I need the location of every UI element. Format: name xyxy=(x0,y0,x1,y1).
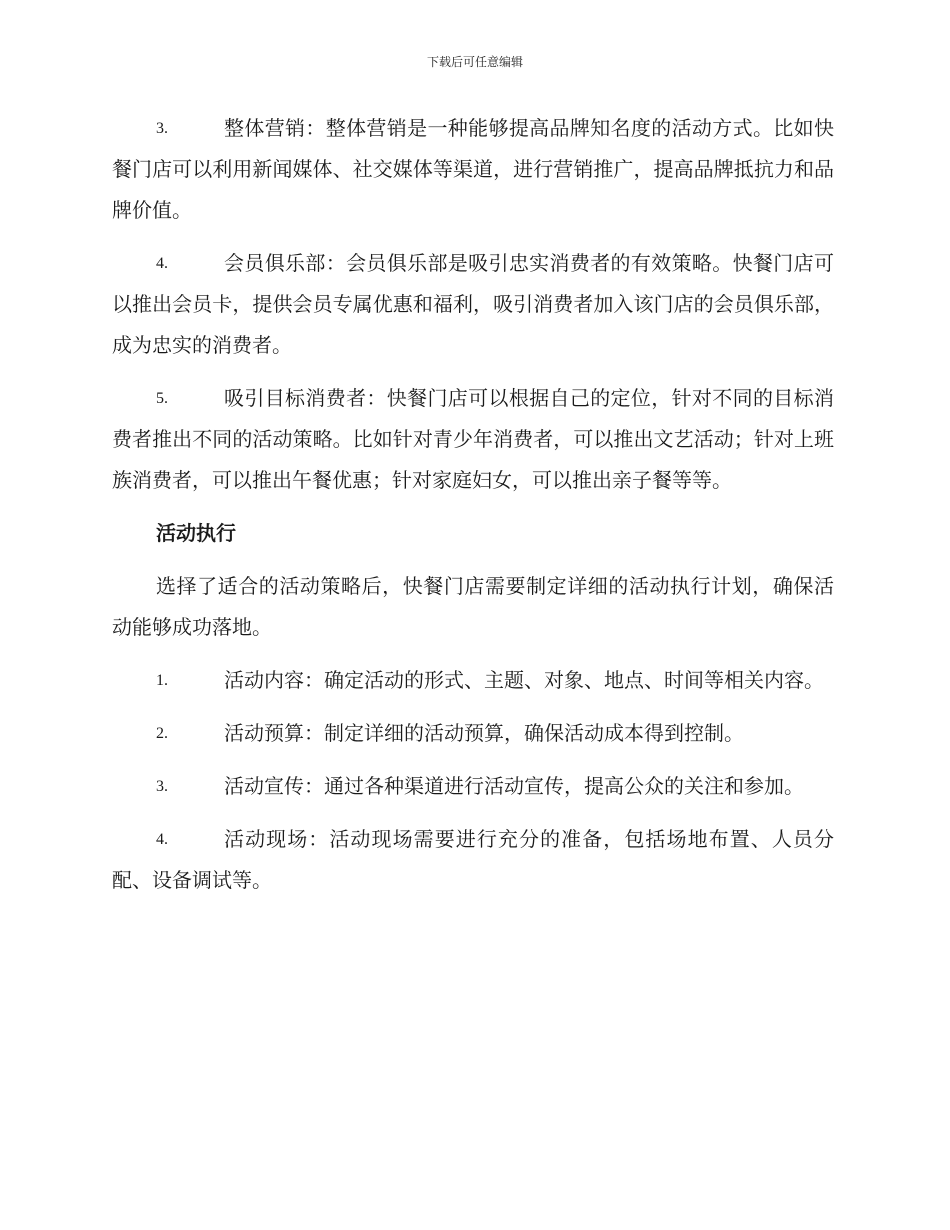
list-item-text: 整体营销：整体营销是一种能够提高品牌知名度的活动方式。比如快餐门店可以利用新闻媒体、社交媒体等渠道，进行营销推广，提高品牌抵抗力和品牌价值。 xyxy=(112,116,834,222)
list-item xyxy=(112,108,834,231)
list-item-text: 会员俱乐部：会员俱乐部是吸引忠实消费者的有效策略。快餐门店可以推出会员卡，提供会员专属优惠和福利，吸引消费者加入该门店的会员俱乐部，成为忠实的消费者。 xyxy=(112,251,834,357)
list-item xyxy=(112,819,834,901)
list-item-text: 活动现场：活动现场需要进行充分的准备，包括场地布置、人员分配、设备调试等。 xyxy=(112,827,834,892)
list-item-number: 2. xyxy=(156,725,168,742)
section-intro: 选择了适合的活动策略后，快餐门店需要制定详细的活动执行计划，确保活动能够成功落地。 xyxy=(112,574,834,639)
list-item-number: 3. xyxy=(156,120,168,137)
list-item-number: 5. xyxy=(156,390,168,407)
section-heading: 活动执行 xyxy=(156,521,236,545)
list-item-text: 吸引目标消费者：快餐门店可以根据自己的定位，针对不同的目标消费者推出不同的活动策略。比如针对青少年消费者，可以推出文艺活动；针对上班族消费者，可以推出午餐优惠；针对家庭妇女，可以推出亲子餐等等。 xyxy=(112,386,834,492)
list-item-text: 活动内容：确定活动的形式、主题、对象、地点、时间等相关内容。 xyxy=(224,668,824,692)
list-item xyxy=(112,713,834,754)
list-item-text: 活动预算：制定详细的活动预算，确保活动成本得到控制。 xyxy=(224,721,744,745)
list-item xyxy=(112,243,834,366)
page-header: 下载后可任意编辑 xyxy=(426,55,523,69)
list-item-text: 活动宣传：通过各种渠道进行活动宣传，提高公众的关注和参加。 xyxy=(224,774,804,798)
list-item-number: 3. xyxy=(156,778,168,795)
list-item xyxy=(112,378,834,501)
list-item-number: 1. xyxy=(156,672,168,689)
list-item xyxy=(112,766,834,807)
list-item-number: 4. xyxy=(156,255,168,272)
list-item-number: 4. xyxy=(156,831,168,848)
list-item xyxy=(112,660,834,701)
document-body xyxy=(112,108,834,913)
